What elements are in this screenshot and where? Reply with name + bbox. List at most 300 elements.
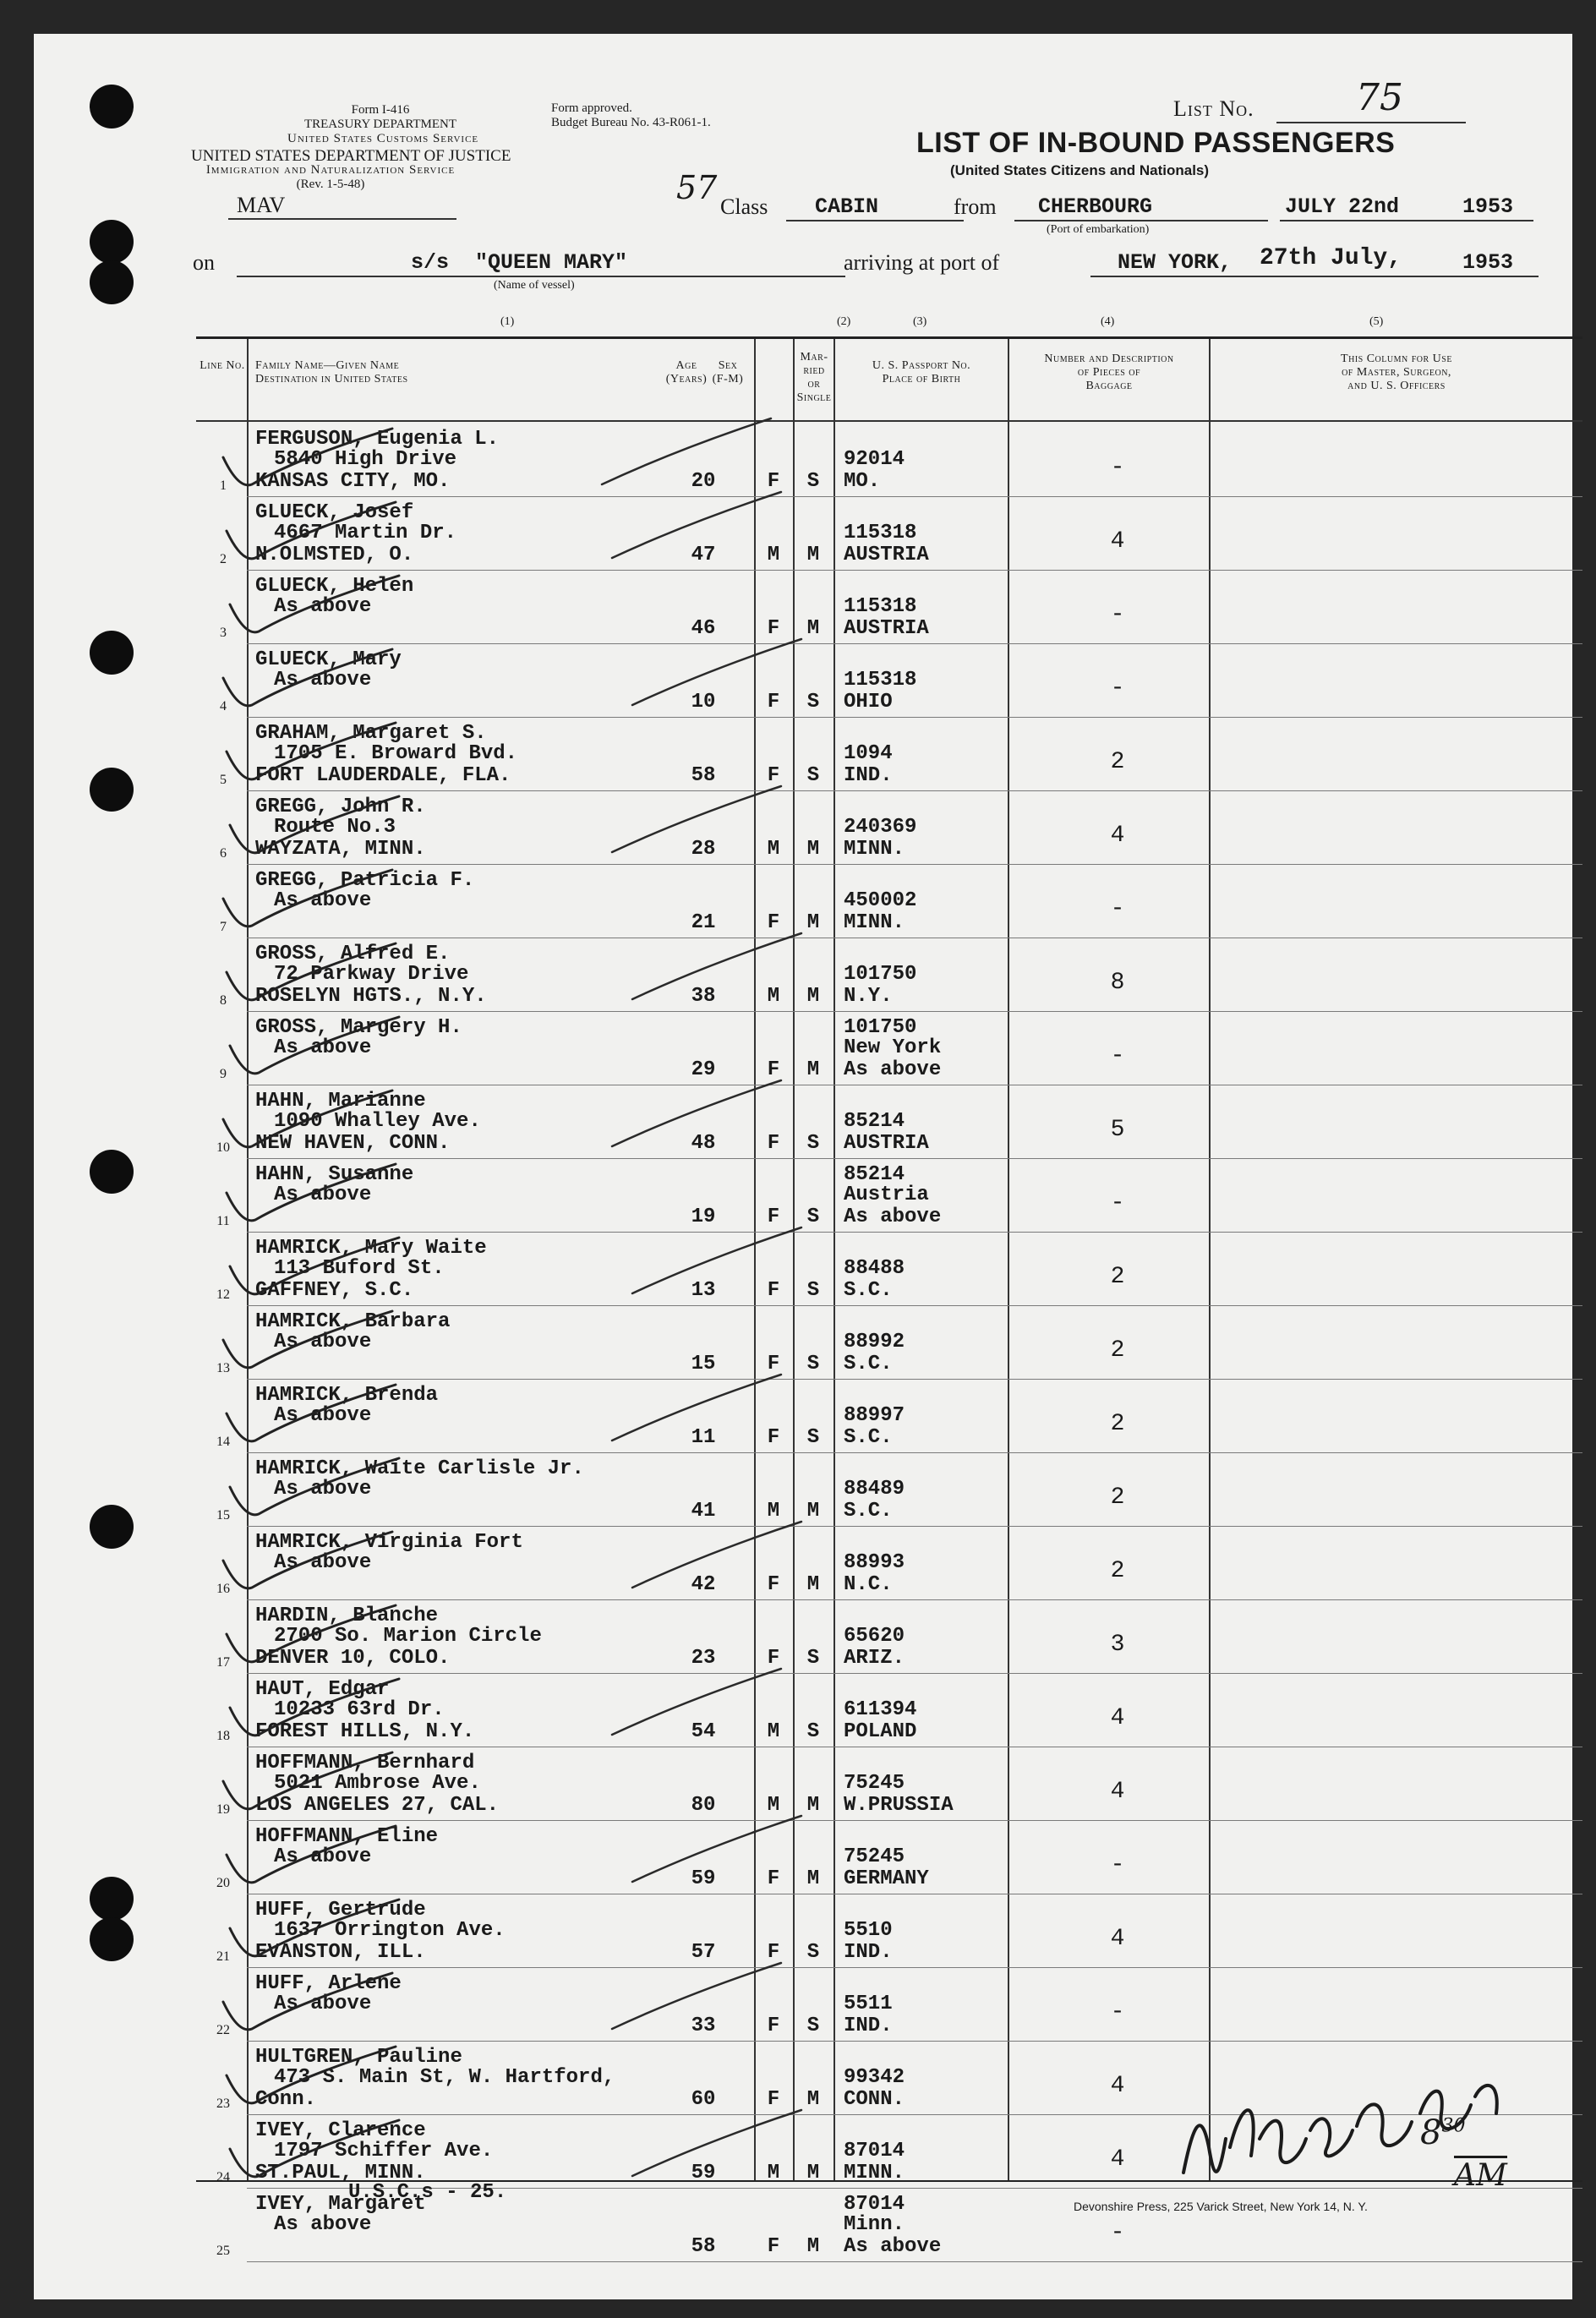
line-number: 6 <box>220 846 227 861</box>
destination-line-2: ST.PAUL, MINN. <box>255 2162 426 2184</box>
baggage-count: 4 <box>1110 1705 1125 1731</box>
age-value: 58 <box>691 2235 716 2258</box>
passenger-name: FERGUSON, Eugenia L. <box>255 428 500 451</box>
marital-status: M <box>806 1500 820 1523</box>
table-row <box>196 1600 1582 1674</box>
destination-line-2: LOS ANGELES 27, CAL. <box>255 1794 500 1817</box>
sex-value: F <box>767 1941 780 1964</box>
sex-value: F <box>767 764 780 787</box>
table-row <box>196 791 1582 865</box>
marital-status: M <box>806 985 820 1008</box>
header-baggage: Number and Description of Pieces of Baggage <box>1044 353 1174 392</box>
printer-credit: Devonshire Press, 225 Varick Street, New York 14, N. Y. <box>1074 2200 1368 2213</box>
approval-label: Form approved. <box>551 101 632 115</box>
baggage-count: 2 <box>1110 1337 1125 1364</box>
place-of-birth: S.C. <box>844 1353 893 1375</box>
sex-value: F <box>767 1132 780 1155</box>
sex-value: F <box>767 1353 780 1375</box>
sex-value: F <box>767 2015 780 2037</box>
approval-block <box>551 101 805 130</box>
passenger-name: HAMRICK, Mary Waite <box>255 1237 487 1260</box>
table-row <box>196 1233 1582 1306</box>
line-number: 3 <box>220 626 227 640</box>
passenger-name: HAMRICK, Waite Carlisle Jr. <box>255 1457 584 1480</box>
baggage-count: 2 <box>1110 1411 1125 1437</box>
age-value: 47 <box>691 544 716 566</box>
passport-number: 240369 <box>844 816 917 839</box>
passport-number: 101750 <box>844 1016 917 1039</box>
table-row <box>196 1159 1582 1233</box>
baggage-count: 4 <box>1110 1779 1125 1805</box>
on-label: on <box>193 250 215 275</box>
passport-number: 85214 <box>844 1110 905 1133</box>
header-sex: Sex (F-M) <box>712 359 744 385</box>
sex-value: M <box>767 1720 780 1743</box>
passport-number: 85214 <box>844 1163 905 1186</box>
sex-value: M <box>767 544 780 566</box>
destination-line-1: As above <box>274 1845 372 1868</box>
customs-label: United States Customs Service <box>287 132 479 145</box>
place-of-birth: POLAND <box>844 1720 917 1743</box>
table-row <box>196 1453 1582 1527</box>
age-value: 54 <box>691 1720 716 1743</box>
mav-underline <box>228 218 456 220</box>
sex-value: M <box>767 838 780 861</box>
table-row <box>196 1968 1582 2042</box>
line-number: 25 <box>216 2244 230 2258</box>
passenger-name: GLUECK, Mary <box>255 648 402 671</box>
baggage-count: 2 <box>1110 1558 1125 1584</box>
passenger-name: HAMRICK, Brenda <box>255 1384 439 1407</box>
place-of-birth: N.C. <box>844 1573 893 1596</box>
passport-number: 99342 <box>844 2066 905 2089</box>
passenger-name: HUFF, Gertrude <box>255 1899 426 1922</box>
passport-number: 88992 <box>844 1331 905 1353</box>
age-value: 60 <box>691 2088 716 2111</box>
sex-value: F <box>767 2235 780 2258</box>
destination-line-1: As above <box>274 1404 372 1427</box>
line-number: 7 <box>220 920 227 934</box>
destination-line-1: 1637 Orrington Ave. <box>274 1919 506 1942</box>
class-label: Class <box>720 194 768 219</box>
baggage-count: 4 <box>1110 528 1125 555</box>
marital-status: M <box>806 1573 820 1596</box>
passenger-name: HAHN, Susanne <box>255 1163 414 1186</box>
destination-line-2: KANSAS CITY, MO. <box>255 470 451 493</box>
marital-status: S <box>806 1647 820 1670</box>
place-of-birth-note: As above <box>844 1205 942 1228</box>
place-of-birth: W.PRUSSIA <box>844 1794 954 1817</box>
destination-line-1: As above <box>274 1478 372 1501</box>
sex-value: F <box>767 1058 780 1081</box>
place-of-birth: OHIO <box>844 691 893 713</box>
passport-number: 115318 <box>844 595 917 618</box>
baggage-count: - <box>1110 455 1125 481</box>
document-subtitle: (United States Citizens and Nationals) <box>950 162 1210 178</box>
marital-status: M <box>806 2235 820 2258</box>
column-number-3: (3) <box>913 315 927 328</box>
passenger-name: HARDIN, Blanche <box>255 1605 439 1627</box>
vessel-underline <box>237 276 845 277</box>
line-number: 8 <box>220 993 227 1008</box>
destination-line-1: As above <box>274 889 372 912</box>
sex-value: F <box>767 1573 780 1596</box>
passport-number: 87014 <box>844 2140 905 2162</box>
destination-line-1: As above <box>274 595 372 618</box>
baggage-count: - <box>1110 1190 1125 1216</box>
table-row <box>196 1894 1582 1968</box>
passenger-name: HULTGREN, Pauline <box>255 2046 462 2069</box>
place-of-birth: Minn. <box>844 2213 905 2236</box>
destination-line-1: As above <box>274 1551 372 1574</box>
table-row <box>196 1085 1582 1159</box>
age-value: 58 <box>691 764 716 787</box>
age-value: 41 <box>691 1500 716 1523</box>
destination-line-1: 10233 63rd Dr. <box>274 1698 445 1721</box>
marital-status: M <box>806 544 820 566</box>
budget-label: Budget Bureau No. 43-R061-1. <box>551 116 711 129</box>
passport-number: 115318 <box>844 669 917 692</box>
destination-line-1: As above <box>274 1184 372 1206</box>
passport-number: 88997 <box>844 1404 905 1427</box>
document-title: LIST OF IN-BOUND PASSENGERS <box>916 127 1396 159</box>
place-of-birth: MINN. <box>844 911 905 934</box>
header-age: Age (Years) <box>665 359 708 385</box>
table-row <box>196 1674 1582 1747</box>
marital-status: M <box>806 2088 820 2111</box>
age-value: 21 <box>691 911 716 934</box>
passenger-name: HAMRICK, Barbara <box>255 1310 451 1333</box>
passport-number: 101750 <box>844 963 917 986</box>
line-number: 14 <box>216 1435 230 1449</box>
age-value: 38 <box>691 985 716 1008</box>
sex-value: F <box>767 470 780 493</box>
place-of-birth: N.Y. <box>844 985 893 1008</box>
arrival-port: NEW YORK, <box>1118 250 1233 275</box>
sex-value: F <box>767 1426 780 1449</box>
table-row <box>196 1821 1582 1894</box>
line-number: 19 <box>216 1802 230 1817</box>
sex-value: F <box>767 1279 780 1302</box>
destination-line-1: Route No.3 <box>274 816 396 839</box>
destination-line-1: 72 Parkway Drive <box>274 963 469 986</box>
passenger-name: GLUECK, Josef <box>255 501 414 524</box>
destination-line-2: NEW HAVEN, CONN. <box>255 1132 451 1155</box>
line-number: 21 <box>216 1949 230 1964</box>
marital-status: S <box>806 1720 820 1743</box>
destination-line-1: As above <box>274 669 372 692</box>
passenger-name: GRAHAM, Margaret S. <box>255 722 487 745</box>
table-row <box>196 571 1582 644</box>
header-officers: This Column for Use of Master, Surgeon, and U. S. Officers <box>1341 353 1452 392</box>
punch-hole <box>90 1150 134 1194</box>
class-underline <box>786 220 964 221</box>
header-name: Family Name—Given Name Destination in United States <box>255 359 408 385</box>
destination-line-1: As above <box>274 1036 372 1059</box>
passenger-name: GROSS, Alfred E. <box>255 943 451 965</box>
column-number-1: (1) <box>500 315 515 328</box>
place-of-birth-note: As above <box>844 1058 942 1081</box>
destination-line-1: As above <box>274 1331 372 1353</box>
punch-hole <box>90 1917 134 1961</box>
place-of-birth: S.C. <box>844 1500 893 1523</box>
sex-value: F <box>767 691 780 713</box>
vessel-caption: (Name of vessel) <box>494 279 575 292</box>
arrival-year: 1953 <box>1462 250 1514 275</box>
line-number: 11 <box>216 1214 230 1228</box>
age-value: 19 <box>691 1205 716 1228</box>
age-value: 15 <box>691 1353 716 1375</box>
form-number: Form I-416 <box>351 103 410 117</box>
baggage-count: - <box>1110 675 1125 702</box>
embarkation-caption: (Port of embarkation) <box>1047 223 1150 236</box>
departure-date: JULY 22nd <box>1285 194 1400 219</box>
destination-line-1: 5840 High Drive <box>274 448 457 471</box>
line-number: 4 <box>220 699 227 713</box>
age-value: 28 <box>691 838 716 861</box>
passenger-name: HAHN, Marianne <box>255 1090 426 1113</box>
destination-line-2: GAFFNEY, S.C. <box>255 1279 414 1302</box>
passport-number: 88993 <box>844 1551 905 1574</box>
age-value: 13 <box>691 1279 716 1302</box>
destination-line-2: DENVER 10, COLO. <box>255 1647 451 1670</box>
age-value: 29 <box>691 1058 716 1081</box>
line-number: 5 <box>220 773 227 787</box>
header-line-no: Line No. <box>200 359 245 372</box>
baggage-count: 2 <box>1110 749 1125 775</box>
line-number: 2 <box>220 552 227 566</box>
passenger-name: GLUECK, Helen <box>255 575 414 598</box>
destination-line-1: 2700 So. Marion Circle <box>274 1625 542 1648</box>
sex-value: M <box>767 1794 780 1817</box>
destination-line-2: FORT LAUDERDALE, FLA. <box>255 764 511 787</box>
sex-value: F <box>767 617 780 640</box>
passport-number: 1094 <box>844 742 893 765</box>
treasury-label: TREASURY DEPARTMENT <box>303 118 457 131</box>
passport-number: 75245 <box>844 1772 905 1795</box>
arrival-date: 27th July, <box>1260 245 1402 271</box>
passport-number: 87014 <box>844 2193 905 2216</box>
punch-hole <box>90 260 134 304</box>
destination-line-1: 1797 Schiffer Ave. <box>274 2140 494 2162</box>
age-value: 48 <box>691 1132 716 1155</box>
destination-line-2: WAYZATA, MINN. <box>255 838 426 861</box>
embarkation-underline <box>1014 220 1268 221</box>
baggage-count: 2 <box>1110 1484 1125 1511</box>
place-of-birth: AUSTRIA <box>844 617 929 640</box>
passenger-name: IVEY, Margaret <box>255 2193 426 2216</box>
destination-line-2: FOREST HILLS, N.Y. <box>255 1720 475 1743</box>
punch-hole <box>90 1505 134 1549</box>
marital-status: M <box>806 1794 820 1817</box>
sex-value: M <box>767 1500 780 1523</box>
baggage-count: 4 <box>1110 1926 1125 1952</box>
table-row <box>196 1012 1582 1085</box>
punch-hole <box>90 220 134 264</box>
table-row <box>196 1306 1582 1380</box>
age-value: 46 <box>691 617 716 640</box>
passenger-name: HAMRICK, Virginia Fort <box>255 1531 523 1554</box>
place-of-birth: IND. <box>844 2015 893 2037</box>
passenger-name: IVEY, Clarence <box>255 2119 426 2142</box>
sex-value: M <box>767 985 780 1008</box>
baggage-count: 2 <box>1110 1264 1125 1290</box>
class-value: CABIN <box>815 194 879 219</box>
marital-status: M <box>806 617 820 640</box>
destination-line-2: Conn. <box>255 2088 317 2111</box>
baggage-count: - <box>1110 602 1125 628</box>
marital-status: S <box>806 764 820 787</box>
ins-label: Immigration and Naturalization Service <box>205 163 456 177</box>
table-row <box>196 1747 1582 1821</box>
mav-label: MAV <box>237 193 286 217</box>
line-number: 12 <box>216 1287 230 1302</box>
destination-line-1: As above <box>274 1993 372 2015</box>
place-of-birth: IND. <box>844 1941 893 1964</box>
marital-status: S <box>806 1205 820 1228</box>
destination-line-1: 5021 Ambrose Ave. <box>274 1772 481 1795</box>
signature-ampm: AM <box>1454 2156 1507 2193</box>
age-value: 33 <box>691 2015 716 2037</box>
table-row <box>196 497 1582 571</box>
table-row <box>196 938 1582 1012</box>
baggage-count: - <box>1110 1999 1125 2026</box>
table-row <box>196 424 1582 497</box>
list-no-label: List No. <box>1173 96 1254 121</box>
punch-hole <box>90 1877 134 1921</box>
officer-signature <box>1167 2046 1572 2215</box>
place-of-birth: MINN. <box>844 2162 905 2184</box>
marital-status: S <box>806 691 820 713</box>
place-of-birth: MINN. <box>844 838 905 861</box>
place-of-birth: GERMANY <box>844 1867 929 1890</box>
destination-line-1: As above <box>274 2213 372 2236</box>
baggage-count: 3 <box>1110 1632 1125 1658</box>
baggage-count: 8 <box>1110 970 1125 996</box>
list-no-underline <box>1276 122 1466 123</box>
line-number: 17 <box>216 1655 230 1670</box>
form-identification <box>287 103 479 146</box>
line-number: 1 <box>220 478 227 493</box>
embarkation-port: CHERBOURG <box>1038 194 1153 219</box>
sex-value: M <box>767 2162 780 2184</box>
passenger-name: GROSS, Margery H. <box>255 1016 462 1039</box>
marital-status: S <box>806 1941 820 1964</box>
place-of-birth: ARIZ. <box>844 1647 905 1670</box>
baggage-count: - <box>1110 1043 1125 1069</box>
passport-number: 611394 <box>844 1698 917 1721</box>
destination-line-1: 473 S. Main St, W. Hartford, <box>274 2066 615 2089</box>
place-of-birth: AUSTRIA <box>844 1132 929 1155</box>
table-row <box>196 865 1582 938</box>
age-value: 20 <box>691 470 716 493</box>
marital-status: S <box>806 1353 820 1375</box>
passenger-name: HUFF, Arlene <box>255 1972 402 1995</box>
punch-hole <box>90 768 134 812</box>
passenger-name: HAUT, Edgar <box>255 1678 390 1701</box>
header-married: Mar- ried or Single <box>796 351 832 404</box>
line-number: 16 <box>216 1582 230 1596</box>
sex-value: F <box>767 1867 780 1890</box>
baggage-count: 5 <box>1110 1117 1125 1143</box>
passport-number: 92014 <box>844 448 905 471</box>
marital-status: S <box>806 1279 820 1302</box>
place-of-birth: IND. <box>844 764 893 787</box>
destination-line-2: N.OLMSTED, O. <box>255 544 414 566</box>
place-of-birth: AUSTRIA <box>844 544 929 566</box>
line-number: 10 <box>216 1140 230 1155</box>
justice-identification <box>191 147 511 192</box>
destination-line-1: 1090 Whalley Ave. <box>274 1110 481 1133</box>
line-number: 18 <box>216 1729 230 1743</box>
table-row <box>196 1527 1582 1600</box>
departure-year: 1953 <box>1462 194 1514 219</box>
destination-line-2: ROSELYN HGTS., N.Y. <box>255 985 487 1008</box>
destination-line-1: 1705 E. Broward Bvd. <box>274 742 518 765</box>
passport-number: 5511 <box>844 1993 893 2015</box>
line-number: 24 <box>216 2170 230 2184</box>
baggage-count: 4 <box>1110 823 1125 849</box>
baggage-count: 4 <box>1110 2073 1125 2099</box>
sex-value: F <box>767 1647 780 1670</box>
place-of-birth: MO. <box>844 470 881 493</box>
age-value: 80 <box>691 1794 716 1817</box>
class-number: 57 <box>676 169 718 206</box>
table-row <box>196 718 1582 791</box>
signature-time: $8^{30}$ <box>1420 2113 1466 2152</box>
age-value: 23 <box>691 1647 716 1670</box>
destination-line-1: 4667 Martin Dr. <box>274 522 457 544</box>
age-value: 59 <box>691 1867 716 1890</box>
column-number-2: (2) <box>837 315 851 328</box>
passport-number: 65620 <box>844 1625 905 1648</box>
arrival-underline <box>1090 276 1539 277</box>
document-page <box>34 34 1572 2299</box>
place-of-birth: S.C. <box>844 1426 893 1449</box>
passenger-name: HOFFMANN, Eline <box>255 1825 439 1848</box>
age-value: 10 <box>691 691 716 713</box>
line-number: 15 <box>216 1508 230 1523</box>
line-number: 13 <box>216 1361 230 1375</box>
punch-hole <box>90 85 134 128</box>
header-rule <box>196 420 1582 422</box>
passport-number: 75245 <box>844 1845 905 1868</box>
destination-line-2: EVANSTON, ILL. <box>255 1941 426 1964</box>
passport-number: 5510 <box>844 1919 893 1942</box>
sex-value: F <box>767 1205 780 1228</box>
passport-number: 115318 <box>844 522 917 544</box>
from-label: from <box>954 194 997 219</box>
passenger-count: U.S.C.s - 25. <box>348 2181 507 2204</box>
revision-label: (Rev. 1-5-48) <box>296 178 365 191</box>
sex-value: F <box>767 911 780 934</box>
place-of-birth: S.C. <box>844 1279 893 1302</box>
departure-underline <box>1280 220 1533 221</box>
place-of-birth: CONN. <box>844 2088 905 2111</box>
line-number: 23 <box>216 2097 230 2111</box>
age-value: 57 <box>691 1941 716 1964</box>
arriving-label: arriving at port of <box>844 250 1000 275</box>
passenger-name: GREGG, John R. <box>255 795 426 818</box>
age-value: 42 <box>691 1573 716 1596</box>
baggage-count: - <box>1110 896 1125 922</box>
list-number: 75 <box>1356 76 1403 119</box>
justice-label: UNITED STATES DEPARTMENT OF JUSTICE <box>191 147 511 165</box>
sex-value: F <box>767 2088 780 2111</box>
marital-status: M <box>806 2162 820 2184</box>
marital-status: S <box>806 1426 820 1449</box>
punch-hole <box>90 631 134 675</box>
